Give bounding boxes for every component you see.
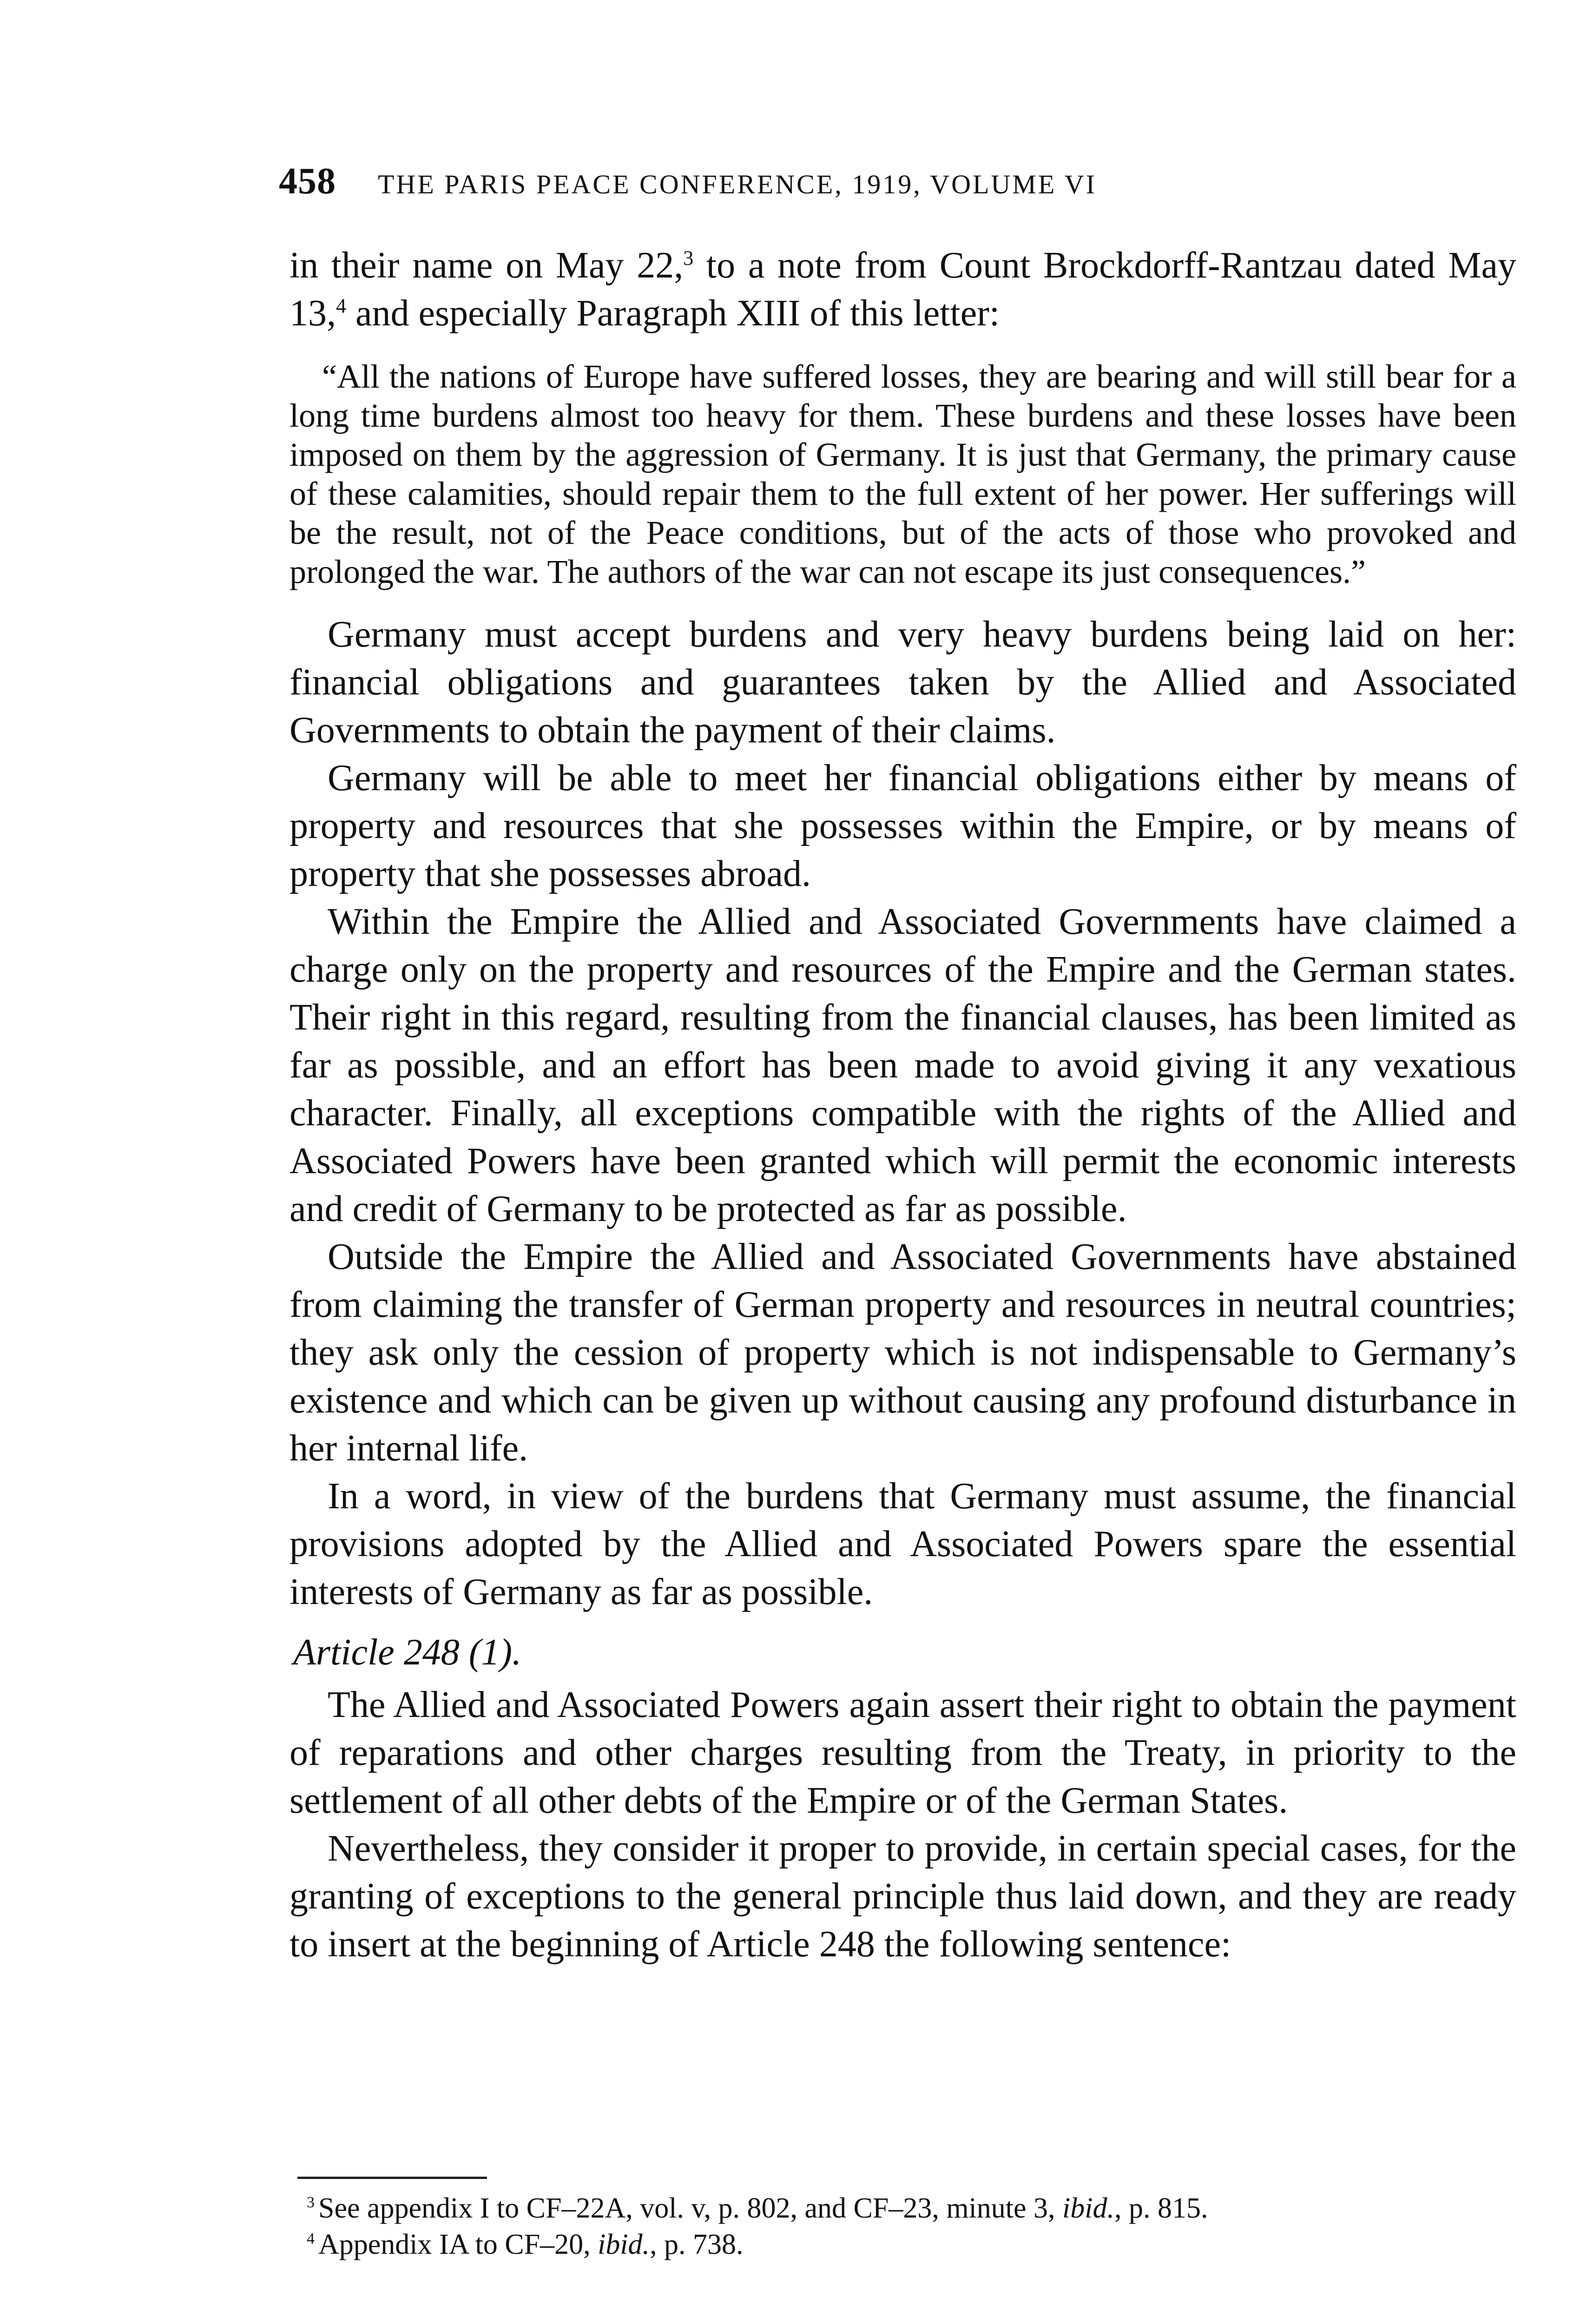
footnote-text: Appendix IA to CF–20, bbox=[318, 2229, 598, 2260]
footnote-text: , p. 738. bbox=[650, 2229, 744, 2260]
paragraph-burdens: Germany must accept burdens and very heavy burdens being laid on her: financial obligations and guarantees taken by the Allied and Associated Governments to obtain the payment of their claims. bbox=[290, 614, 1516, 751]
footnote-mark: 4 bbox=[307, 2230, 315, 2248]
article-paragraph-priority: The Allied and Associated Powers again assert their right to obtain the payment of reparations and other charges resulting from the Treaty, in priority to the settlement of all other debts of the Empire or of the German States. bbox=[290, 1684, 1516, 1821]
footnote-text: , p. 815. bbox=[1114, 2192, 1208, 2224]
running-head bbox=[279, 160, 1510, 202]
intro-text-1: in their name on May 22, bbox=[290, 245, 684, 286]
paragraph-in-a-word: In a word, in view of the burdens that Germany must assume, the financial provisions adopted by the Allied and Associated Powers spare the essential interests of Germany as far as possible. bbox=[290, 1476, 1516, 1612]
block-quotation: “All the nations of Europe have suffered losses, they are bearing and will still bear for a long time burdens almost too heavy for them. These burdens and these losses have been imposed on them by the aggression of Germany. It is just that Germany, the primary cause of these calamities, should repair them to the full extent of her power. Her sufferings will be the result, not of the Peace conditions, but of the acts of those who provoked and prolonged the war. The authors of the war can not escape its just consequences.” bbox=[290, 358, 1516, 590]
article-heading: Article 248 (1). bbox=[293, 1632, 521, 1673]
footnote-divider bbox=[297, 2177, 487, 2179]
footnote-ref-4[interactable]: 4 bbox=[336, 294, 346, 317]
intro-paragraph bbox=[290, 242, 1516, 337]
intro-text-3: and especially Paragraph XIII of this letter: bbox=[346, 293, 1000, 334]
intro-text-2: to a note from Count Brockdorff-Rantzau dated May 13, bbox=[290, 245, 1516, 334]
paragraph-within-empire: Within the Empire the Allied and Associated Governments have claimed a charge only on the property and resources of the Empire and the German states. Their right in this regard, resulting from the financial clauses, has been limited as far as possible, and an effort has been made to avoid giving it any vexatious character. Finally, all exceptions compatible with the rights of the Allied and Associated Powers have been granted which will permit the economic interests and credit of Germany to be protected as far as possible. bbox=[290, 901, 1516, 1229]
footnote-ibid: ibid. bbox=[598, 2229, 650, 2260]
footnote-ref-3[interactable]: 3 bbox=[683, 246, 694, 270]
paragraph-obligations: Germany will be able to meet her financial obligations either by means of property and resources that she possesses within the Empire, or by means of property that she possesses abroad. bbox=[290, 758, 1516, 894]
paragraph-outside-empire: Outside the Empire the Allied and Associated Governments have abstained from claiming the transfer of German property and resources in neutral countries; they ask only the cession of property which is not indispensable to Germany’s existence and which can be given up without causing any profound disturbance in her internal life. bbox=[290, 1236, 1516, 1469]
footnote-mark: 3 bbox=[307, 2194, 315, 2212]
running-title: THE PARIS PEACE CONFERENCE, 1919, VOLUME VI bbox=[378, 169, 1097, 199]
footnote-4 bbox=[307, 2226, 1515, 2263]
footnote-text: See appendix I to CF–22A, vol. v, p. 802, and CF–23, minute 3, bbox=[318, 2192, 1063, 2224]
footnotes bbox=[307, 2190, 1515, 2263]
article-paragraph-exceptions: Nevertheless, they consider it proper to provide, in certain special cases, for the granting of exceptions to the general principle thus laid down, and they are ready to insert at the beginning of Article 248 the following sentence: bbox=[290, 1828, 1516, 1965]
footnote-3 bbox=[307, 2190, 1515, 2226]
page-number: 458 bbox=[279, 161, 336, 202]
footnote-ibid: ibid. bbox=[1062, 2192, 1114, 2224]
main-text bbox=[290, 242, 1516, 1968]
